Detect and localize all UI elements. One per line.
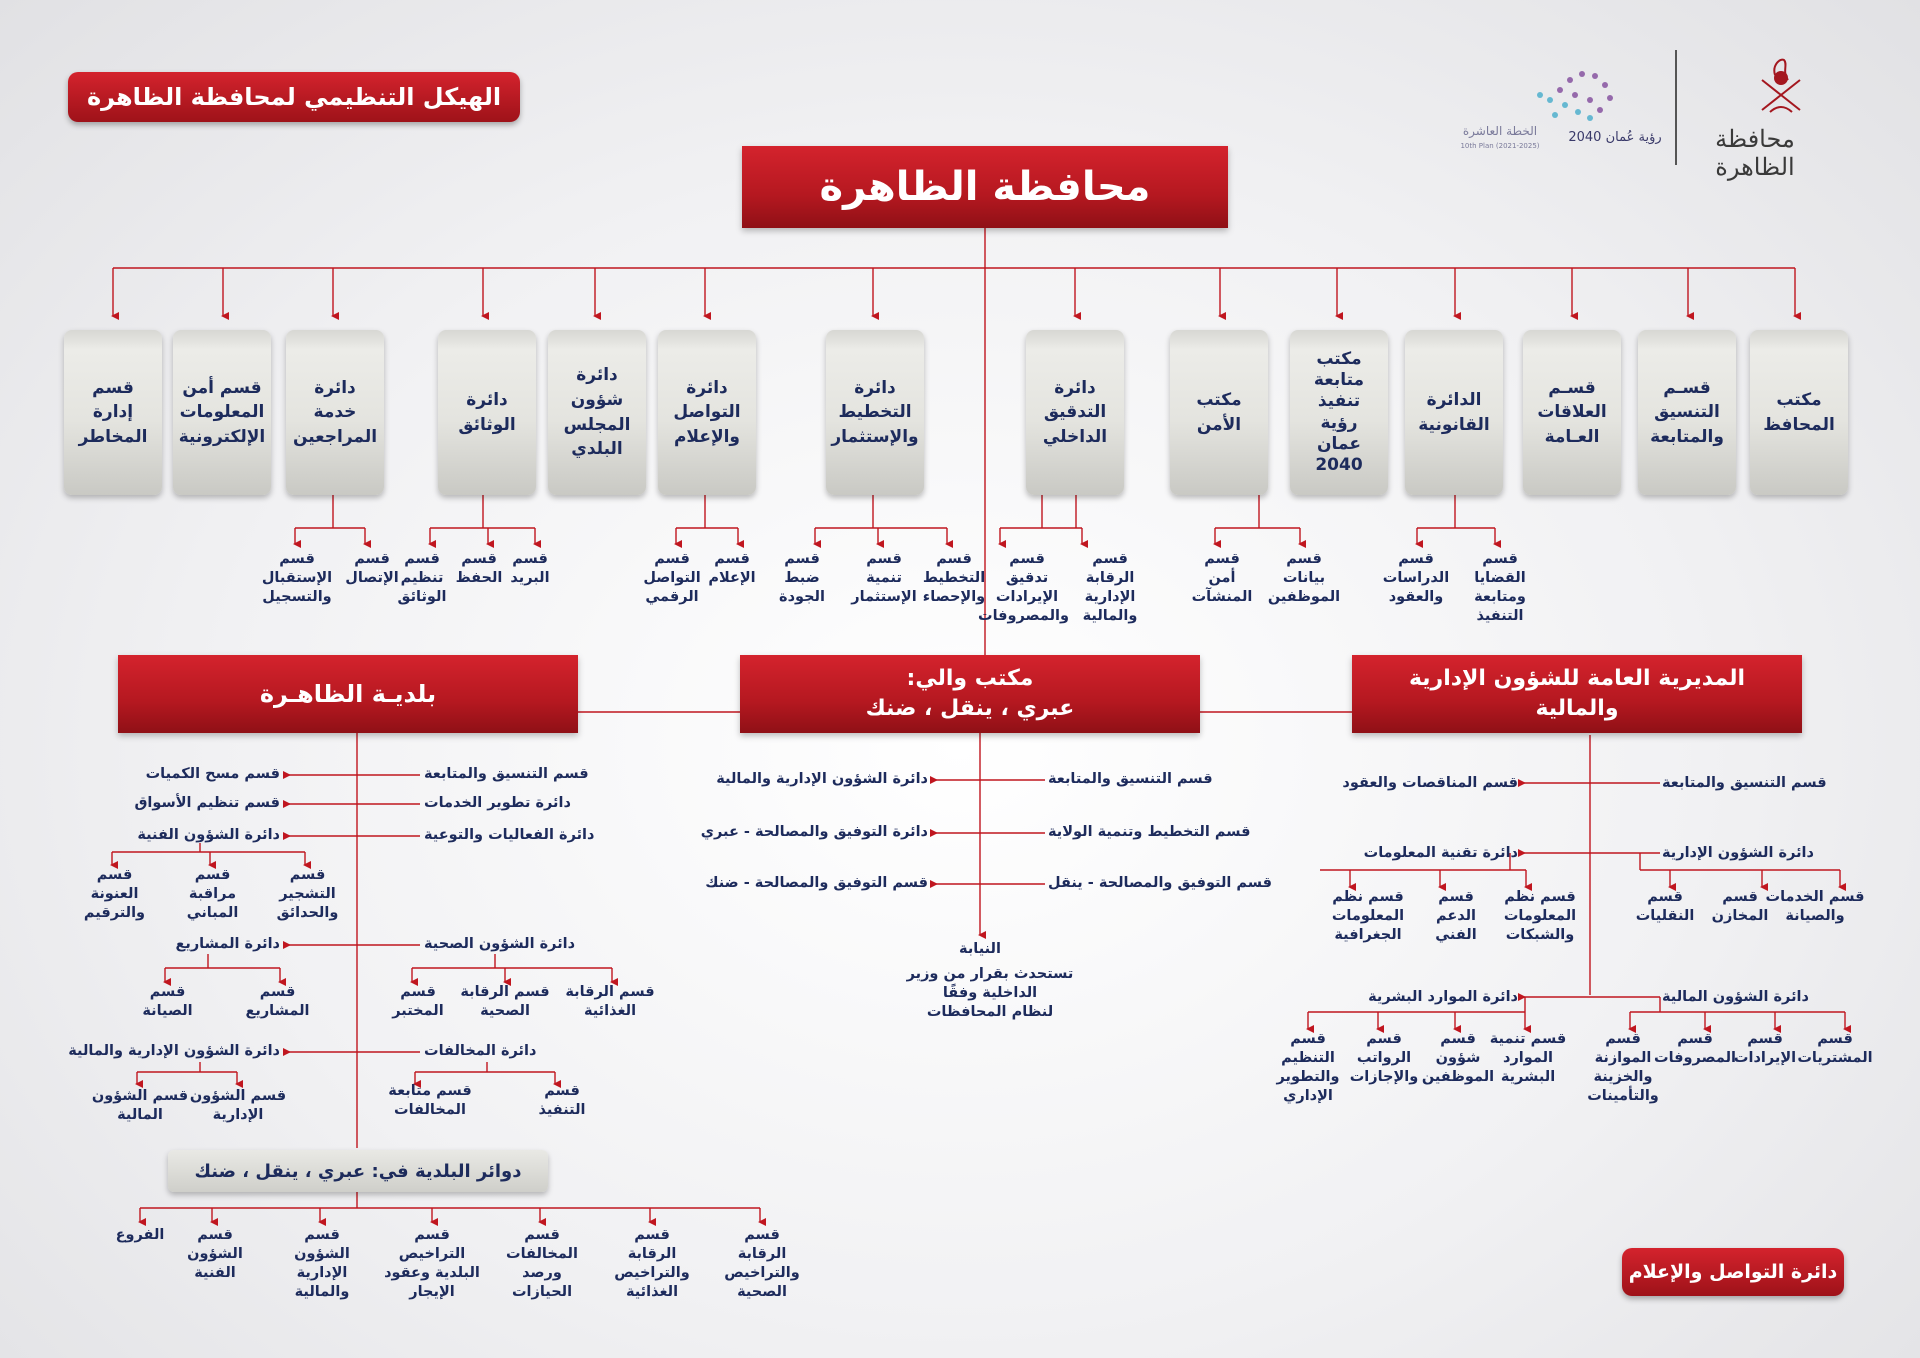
- root-banner: [742, 146, 1228, 228]
- tech-section: قسم العنونة والترقيم: [83, 867, 146, 921]
- admin-fin-section: قسم الشؤون الإدارية: [189, 1088, 287, 1123]
- municipality-right-item: دائرة تطوير الخدمات: [424, 795, 571, 811]
- department-card: [438, 330, 536, 495]
- department-card-label: دائرة خدمة المراجعين: [292, 377, 378, 447]
- department-card-label: قسم أمن المعلومات الإلكترونية: [178, 377, 266, 447]
- department-card: [1170, 330, 1268, 495]
- directorate-coordination: قسم التنسيق والمتابعة: [1662, 775, 1827, 791]
- department-card: [286, 330, 384, 495]
- department-card-label: دائرة الوثائق: [458, 389, 516, 435]
- municipality-right-item: دائرة الفعاليات والتوعية: [424, 827, 595, 843]
- card-section: قسم التواصل الرقمي: [643, 551, 701, 605]
- wali-row-right: قسم التوفيق والمصالحة - ينقل: [1048, 875, 1273, 891]
- page-title-badge: [68, 72, 520, 122]
- department-card: [64, 330, 162, 495]
- municipality-title: بلديـة الظاهـرة: [259, 679, 437, 708]
- branch-section: قسم التراخيص البلدية وعقود الإيجار: [384, 1227, 480, 1300]
- admin-section: قسم المخازن: [1711, 889, 1769, 924]
- department-card: [1026, 330, 1124, 495]
- page-title: الهيكل التنظيمي لمحافظة الظاهرة: [86, 83, 502, 111]
- card-section: قسم البريد: [510, 551, 550, 586]
- card-section: قسم الإعلام: [708, 551, 756, 586]
- department-card-label: الدائرة القانونية: [1418, 389, 1490, 435]
- department-card-label: دائرة التخطيط والإستثمار: [831, 377, 919, 447]
- financial-section: قسم الإيرادات: [1733, 1031, 1797, 1066]
- wali-row-left: دائرة الشؤون الإدارية والمالية: [716, 771, 928, 787]
- department-card-label: قسـم العلاقات العـامة: [1537, 377, 1607, 447]
- plan-text-en: 10th Plan (2021-2025): [1460, 142, 1540, 150]
- department-card: [1523, 330, 1621, 495]
- wali-title: مكتب والي: عبري ، ينقل ، ضنك: [865, 666, 1075, 721]
- department-card: [1750, 330, 1848, 495]
- projects-section: قسم المشاريع: [245, 984, 310, 1019]
- municipality-banner: [118, 655, 578, 733]
- department-card: [173, 330, 271, 495]
- admin-section: قسم الخدمات والصيانة: [1765, 889, 1865, 924]
- department-card: [1290, 330, 1388, 495]
- branch-section: قسم الرقابة والتراخيص الغذائية: [614, 1227, 690, 1300]
- department-card-label: مكتب متابعة تنفيذ رؤية عمان 2040: [1313, 348, 1365, 475]
- it-section: قسم نظم المعلومات والشبكات: [1503, 889, 1577, 943]
- department-card-label: مكتب المحافظ: [1763, 389, 1835, 435]
- logo-divider: [1675, 50, 1677, 165]
- department-card: [826, 330, 924, 495]
- branch-section: قسم الشؤون الإدارية والمالية: [294, 1227, 350, 1300]
- it-section: قسم نظم المعلومات الجغرافية: [1331, 889, 1405, 943]
- directorate-financial: دائرة الشؤون المالية: [1662, 989, 1809, 1005]
- department-card-label: دائرة التدقيق الداخلي: [1042, 377, 1108, 447]
- card-section: قسم ضبط الجودة: [779, 551, 825, 605]
- card-section: قسم الإتصال: [345, 551, 399, 586]
- violations-section: قسم التنفيذ: [538, 1083, 586, 1118]
- card-section: قسم الحفظ: [455, 551, 503, 586]
- footer-badge: [1622, 1248, 1844, 1296]
- financial-section: قسم الموازنة والخزينة والتأمينات: [1587, 1031, 1659, 1104]
- vision-logo: [1450, 50, 1670, 160]
- directorate-banner: [1352, 655, 1802, 733]
- card-section: قسم أمن المنشآت: [1191, 551, 1253, 605]
- card-section: قسم الرقابة الإدارية والمالية: [1082, 551, 1138, 624]
- branches-title: دوائر البلدية في: عبري ، ينقل ، ضنك: [194, 1160, 522, 1182]
- tech-section: قسم التشجير والحدائق: [276, 867, 339, 921]
- department-card: [548, 330, 646, 495]
- footer-label: دائرة التواصل والإعلام: [1628, 1261, 1838, 1283]
- plan-text: الخطة العاشرة: [1462, 124, 1538, 138]
- wali-row-right: قسم التخطيط وتنمية الولاية: [1048, 824, 1251, 840]
- wali-row-right: قسم التنسيق والمتابعة: [1048, 771, 1213, 787]
- municipality-left-item: قسم تنظيم الأسواق: [134, 795, 280, 811]
- department-card: [1638, 330, 1736, 495]
- wali-banner: [740, 655, 1200, 733]
- department-card: [658, 330, 756, 495]
- municipality-health: دائرة الشؤون الصحية: [424, 936, 576, 952]
- admin-section: قسم النقليات: [1635, 889, 1695, 924]
- card-section: قسم تدقيق الإيرادات والمصروفات: [978, 551, 1069, 624]
- hr-section: قسم تنمية الموارد البشرية: [1489, 1031, 1567, 1085]
- it-section: قسم الدعم الفني: [1435, 889, 1477, 943]
- branch-section: قسم الرقابة والتراخيص الصحية: [724, 1227, 800, 1300]
- wali-row-left: قسم التوفيق والمصالحة - ضنك: [705, 875, 928, 891]
- department-card-label: قسـم التنسيق والمتابعة: [1650, 377, 1724, 447]
- branch-section: قسم المخالفات ورصد الحيازات: [506, 1227, 578, 1300]
- municipality-right-item: قسم التنسيق والمتابعة: [424, 766, 589, 782]
- directorate-title: المديرية العامة للشؤون الإدارية والمالية: [1408, 666, 1746, 721]
- admin-fin-section: قسم الشؤون المالية: [91, 1088, 189, 1123]
- card-section: قسم التخطيط والإحصاء: [922, 551, 986, 605]
- niyaba-title: النيابة: [959, 941, 1001, 957]
- department-card: [1405, 330, 1503, 495]
- wali-row-left: دائرة التوفيق والمصالحة - عبري: [700, 824, 928, 840]
- card-section: قسم تنظيم الوثائق: [397, 551, 447, 605]
- health-section: قسم الرقابة الغذائية: [565, 984, 655, 1019]
- card-section: قسم الدراسات والعقود: [1382, 551, 1450, 605]
- department-card-label: قسم إدارة المخاطر: [78, 377, 148, 447]
- branch-section: الفروع: [115, 1227, 165, 1243]
- branch-section: قسم الشؤون الفنية: [187, 1227, 243, 1281]
- violations-section: قسم متابعة المخالفات: [388, 1083, 472, 1118]
- directorate-tenders: قسم المناقصات والعقود: [1342, 775, 1518, 791]
- municipality-projects: دائرة المشاريع: [175, 936, 280, 952]
- hr-section: قسم الرواتب والإجازات: [1349, 1031, 1419, 1085]
- governorate-logo: [1680, 50, 1830, 181]
- health-section: قسم الرقابة الصحية: [460, 984, 550, 1019]
- financial-section: قسم المصروفات: [1654, 1031, 1736, 1066]
- municipality-violations: دائرة المخالفات: [424, 1043, 537, 1059]
- health-section: قسم المختبر: [392, 984, 444, 1019]
- hr-section: قسم شؤون الموظفين: [1421, 1031, 1495, 1085]
- department-card-label: مكتب الأمن: [1196, 389, 1242, 435]
- projects-section: قسم الصيانة: [142, 984, 193, 1019]
- municipality-left-item: قسم مسح الكميات: [145, 766, 280, 782]
- tech-section: قسم مراقبة المباني: [186, 867, 239, 921]
- municipality-left-item: دائرة الشؤون الفنية: [137, 827, 280, 843]
- card-section: قسم بيانات الموظفين: [1267, 551, 1341, 605]
- hr-section: قسم التنظيم والتطوير الإداري: [1276, 1031, 1340, 1104]
- branches-banner: [168, 1150, 548, 1192]
- financial-section: قسم المشتريات: [1797, 1031, 1873, 1066]
- card-section: قسم تنمية الإستثمار: [851, 551, 917, 605]
- governorate-name: محافظة الظاهرة: [1715, 125, 1795, 181]
- card-section: قسم القضايا ومتابعة التنفيذ: [1474, 551, 1526, 624]
- vision-text: رؤية عُمان 2040: [1568, 130, 1662, 145]
- department-card-label: دائرة شؤون المجلس البلدي: [563, 365, 631, 460]
- municipality-admin-fin: دائرة الشؤون الإدارية والمالية: [68, 1043, 280, 1059]
- directorate-it: دائرة تقنية المعلومات: [1363, 845, 1518, 861]
- directorate-hr: دائرة الموارد البشرية: [1368, 989, 1518, 1005]
- card-section: قسم الإستقبال والتسجيل: [261, 551, 333, 605]
- niyaba-note: تستحدث بقرار من وزير الداخلية وفقًا لنظام المحافظات: [906, 966, 1074, 1020]
- root-title: محافظة الظاهرة: [819, 164, 1151, 210]
- department-card-label: دائرة التواصل والإعلام: [673, 377, 741, 447]
- directorate-admin-affairs: دائرة الشؤون الإدارية: [1662, 845, 1814, 861]
